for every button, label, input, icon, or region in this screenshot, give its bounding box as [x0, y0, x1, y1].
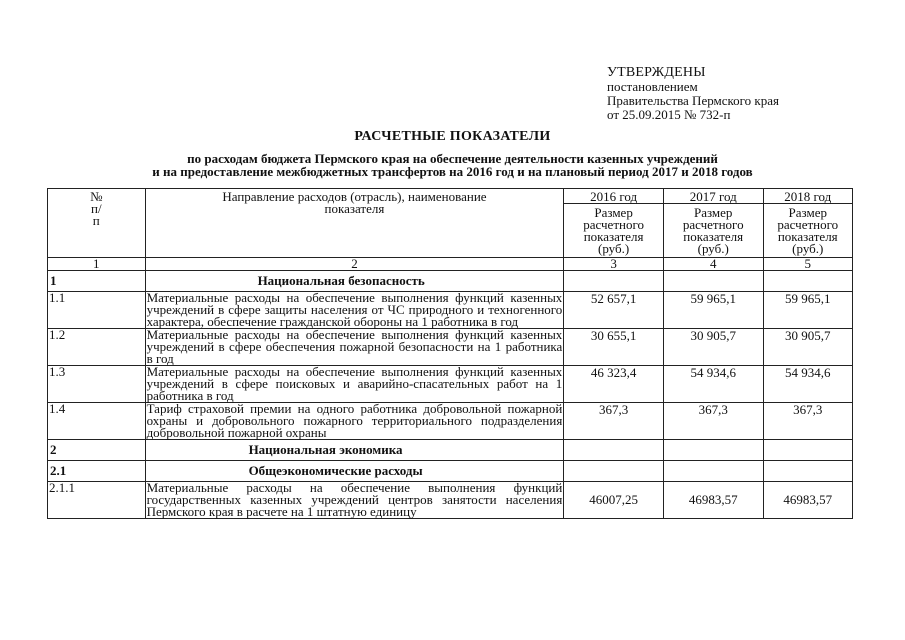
- section-number: 1: [48, 271, 146, 292]
- value-2016: 30 655,1: [564, 329, 664, 366]
- index-cell: 2: [145, 258, 564, 271]
- row-description: Материальные расходы на обеспечение выполнения функций казенных учреждений в сфере обеспечения пожарной безопасности на 1 работника в год: [146, 327, 563, 366]
- row-number: 1.1: [48, 292, 146, 329]
- table-row: [48, 366, 853, 403]
- row-description: Материальные расходы на обеспечение выполнения функций казенных учреждений в сфере поисковых и аварийно-спасательных работ на 1 работника в год: [146, 364, 563, 403]
- header-caption-2016: Размер расчетного показателя (руб.): [564, 204, 664, 258]
- index-cell: 5: [763, 258, 853, 271]
- value-2017: 59 965,1: [663, 292, 763, 329]
- header-year-2016: 2016 год: [564, 189, 664, 204]
- subsection-number: 2.1: [48, 461, 146, 482]
- value-2017: 54 934,6: [663, 366, 763, 403]
- document-title: РАСЧЕТНЫЕ ПОКАЗАТЕЛИ: [354, 129, 551, 144]
- document-subtitle-line-1: по расходам бюджета Пермского края на обеспечение деятельности казенных учреждений: [187, 151, 718, 166]
- row-description: Тариф страховой премии на одного работника добровольной пожарной охраны и добровольного пожарного территориального подразделения добровольной пожарной охраны: [146, 401, 563, 440]
- value-2018: 59 965,1: [763, 292, 853, 329]
- section-title: Национальная экономика: [145, 440, 564, 461]
- value-2018: 30 905,7: [763, 329, 853, 366]
- header-caption-2017: Размер расчетного показателя (руб.): [663, 204, 763, 258]
- section-title: Национальная безопасность: [145, 271, 564, 292]
- table-row: [48, 329, 853, 366]
- header-caption-2018: Размер расчетного показателя (руб.): [763, 204, 853, 258]
- value-2017: 30 905,7: [663, 329, 763, 366]
- value-2018: 46983,57: [763, 482, 853, 519]
- value-2018: 367,3: [763, 403, 853, 440]
- indicators-table: [47, 188, 853, 519]
- document-subtitle-line-2: и на предоставление межбюджетных трансфертов на 2016 год и на плановый период 2017 и 2018 годов: [152, 164, 753, 179]
- header-year-2018: 2018 год: [763, 189, 853, 204]
- index-row: [48, 258, 853, 271]
- value-2016: 52 657,1: [564, 292, 664, 329]
- header-year-2017: 2017 год: [663, 189, 763, 204]
- table-row: [48, 403, 853, 440]
- subsection-title: Общеэкономические расходы: [145, 461, 564, 482]
- index-cell: 4: [663, 258, 763, 271]
- table-row: [48, 482, 853, 519]
- table-row: [48, 292, 853, 329]
- table-header-row: [48, 189, 853, 204]
- approval-line-4: от 25.09.2015 № 732-п: [607, 107, 731, 122]
- subsection-row: [48, 461, 853, 482]
- row-description: Материальные расходы на обеспечение выполнения функций казенных учреждений в сфере защиты населения от ЧС природного и техногенного характера, обеспечение гражданской обороны на 1 работника в год: [146, 290, 563, 329]
- header-direction: Направление расходов (отрасль), наименование показателя: [145, 189, 564, 258]
- value-2018: 54 934,6: [763, 366, 853, 403]
- row-number: 1.3: [48, 366, 146, 403]
- section-row: [48, 271, 853, 292]
- value-2016: 46007,25: [564, 482, 664, 519]
- approval-line-1: УТВЕРЖДЕНЫ: [607, 65, 706, 80]
- value-2017: 367,3: [663, 403, 763, 440]
- row-number: 1.2: [48, 329, 146, 366]
- index-cell: 3: [564, 258, 664, 271]
- index-cell: 1: [48, 258, 146, 271]
- value-2016: 46 323,4: [564, 366, 664, 403]
- value-2017: 46983,57: [663, 482, 763, 519]
- approval-line-3: Правительства Пермского края: [607, 93, 779, 108]
- section-row: [48, 440, 853, 461]
- header-num: № п/п: [48, 189, 146, 258]
- approval-stamp: [607, 66, 779, 122]
- section-number: 2: [48, 440, 146, 461]
- row-number: 2.1.1: [48, 482, 146, 519]
- value-2016: 367,3: [564, 403, 664, 440]
- row-number: 1.4: [48, 403, 146, 440]
- row-description: Материальные расходы на обеспечение выполнения функций государственных казенных учреждений центров занятости населения Пермского края в расчете на 1 штатную единицу: [146, 480, 563, 519]
- approval-line-2: постановлением: [607, 79, 698, 94]
